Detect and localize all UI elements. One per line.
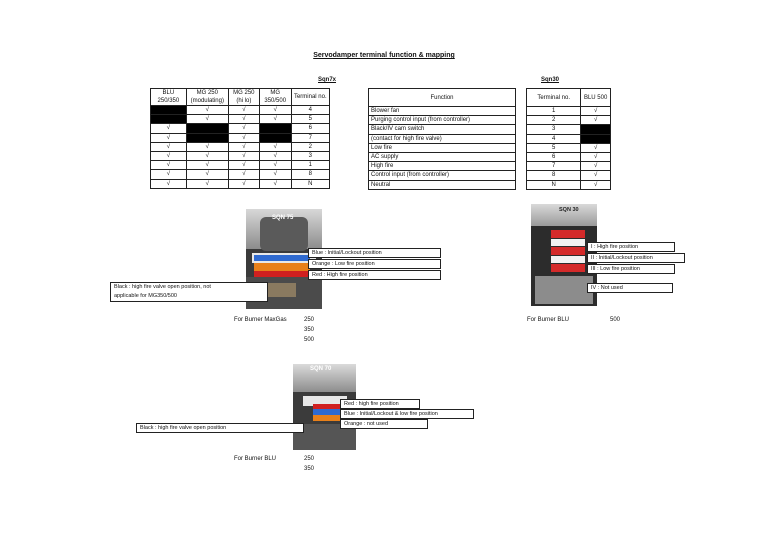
check-cell: √	[151, 142, 187, 151]
terminal-cell: N	[527, 180, 581, 189]
table-row	[151, 142, 330, 151]
table-row	[151, 151, 330, 160]
terminal-cell: 2	[291, 142, 329, 151]
check-cell: √	[259, 115, 291, 124]
table-row	[527, 107, 611, 116]
sqn70-burner-caption: For Burner BLU	[234, 456, 277, 462]
sqn70-label-orange: Orange : not used	[340, 419, 428, 429]
terminal-cell: 7	[527, 162, 581, 171]
col-header: MG 250 (modulating)	[186, 89, 228, 106]
check-cell	[151, 115, 187, 124]
sqn30-burner-caption: For Burner BLU	[527, 317, 570, 323]
check-cell: √	[186, 106, 228, 115]
table-row	[369, 162, 516, 171]
table-row	[151, 106, 330, 115]
sqn30-label-iv: IV : Not used	[587, 283, 673, 293]
terminal-cell: 5	[527, 143, 581, 152]
check-cell: √	[151, 161, 187, 170]
sqn75-burner-caption: For Burner MaxGas	[234, 317, 287, 323]
check-cell: √	[259, 151, 291, 160]
check-cell	[186, 133, 228, 142]
check-cell	[581, 125, 611, 134]
check-cell: √	[228, 161, 259, 170]
table-row	[151, 124, 330, 133]
function-cell: High fire	[369, 162, 516, 171]
check-cell: √	[151, 133, 187, 142]
terminal-cell: 7	[291, 133, 329, 142]
table-row	[151, 133, 330, 142]
sqn7x-heading: Sqn7x	[318, 77, 337, 83]
terminal-cell: 6	[527, 152, 581, 161]
terminal-cell: 1	[291, 161, 329, 170]
table-row	[151, 170, 330, 179]
sqn75-model: 500	[304, 337, 315, 343]
table-header-row	[151, 89, 330, 106]
terminal-cell: 3	[291, 151, 329, 160]
check-cell: √	[581, 107, 611, 116]
check-cell: √	[186, 142, 228, 151]
terminal-cell: 4	[291, 106, 329, 115]
check-cell: √	[581, 116, 611, 125]
table-row	[527, 152, 611, 161]
sqn70-label-red: Red : high fire position	[340, 399, 420, 409]
table-row	[527, 162, 611, 171]
page-title: Servodamper terminal function & mapping	[313, 52, 455, 59]
sqn70-model: 250	[304, 456, 315, 462]
check-cell: √	[228, 170, 259, 179]
sqn30-label: SQN 30	[559, 207, 579, 213]
check-cell: √	[186, 170, 228, 179]
check-cell: √	[186, 161, 228, 170]
sqn30-model: 500	[610, 317, 621, 323]
sqn30-label-ii: II : Initial/Lockout position	[587, 253, 685, 263]
function-cell: Blower fan	[369, 107, 516, 116]
table-row	[527, 125, 611, 134]
function-table	[368, 88, 516, 190]
table-row	[369, 171, 516, 180]
function-header: Function	[369, 89, 516, 107]
check-cell: √	[228, 151, 259, 160]
table-row	[369, 134, 516, 143]
table-row	[369, 125, 516, 134]
check-cell: √	[581, 180, 611, 189]
sqn70-label-blue: Blue : Initial/Lockout & low fire position	[340, 409, 474, 419]
check-cell: √	[228, 115, 259, 124]
sqn30-heading: Sqn30	[541, 77, 560, 83]
terminal-cell: 3	[527, 125, 581, 134]
check-cell: √	[581, 152, 611, 161]
function-cell: (contact for high fire valve)	[369, 134, 516, 143]
table-row	[151, 115, 330, 124]
check-cell: √	[151, 124, 187, 133]
table-row	[369, 143, 516, 152]
col-header: MG 350/500	[259, 89, 291, 106]
sqn75-model: 350	[304, 327, 315, 333]
table-row	[151, 179, 330, 188]
table-row	[369, 152, 516, 161]
check-cell: √	[259, 170, 291, 179]
check-cell	[259, 133, 291, 142]
check-cell: √	[259, 161, 291, 170]
sqn75-label: SQN 75	[272, 215, 294, 221]
function-cell: Neutral	[369, 180, 516, 189]
col-header: MG 250 (hi lo)	[228, 89, 259, 106]
check-cell: √	[228, 142, 259, 151]
sqn75-label-orange: Orange : Low fire position	[308, 259, 441, 269]
sqn30-label-iii: III : Low fire position	[587, 264, 675, 274]
sqn75-black-note: Black : high fire valve open position, not applicable for MG350/500	[110, 282, 268, 302]
col-header: BLU 250/350	[151, 89, 187, 106]
check-cell: √	[259, 106, 291, 115]
check-cell: √	[186, 179, 228, 188]
check-cell: √	[228, 124, 259, 133]
function-cell: AC supply	[369, 152, 516, 161]
check-cell: √	[186, 115, 228, 124]
check-cell	[151, 106, 187, 115]
check-cell	[581, 134, 611, 143]
table-row	[369, 180, 516, 189]
check-cell: √	[581, 162, 611, 171]
check-cell: √	[186, 151, 228, 160]
sqn70-model: 350	[304, 466, 315, 472]
table-row	[527, 143, 611, 152]
check-cell: √	[151, 179, 187, 188]
sqn30-table	[526, 88, 611, 190]
col-header: Terminal no.	[291, 89, 329, 106]
check-cell: √	[151, 170, 187, 179]
check-cell: √	[581, 171, 611, 180]
terminal-cell: 2	[527, 116, 581, 125]
terminal-cell: 1	[527, 107, 581, 116]
function-cell: Low fire	[369, 143, 516, 152]
col-header: BLU 500	[581, 89, 611, 107]
sqn75-model: 250	[304, 317, 315, 323]
table-row	[527, 134, 611, 143]
sqn70-black-note: Black : high fire valve open position	[136, 423, 304, 433]
check-cell: √	[228, 179, 259, 188]
check-cell: √	[259, 179, 291, 188]
terminal-cell: 4	[527, 134, 581, 143]
check-cell: √	[151, 151, 187, 160]
table-row	[527, 116, 611, 125]
table-row	[527, 180, 611, 189]
sqn30-label-i: I : High fire position	[587, 242, 675, 252]
check-cell	[186, 124, 228, 133]
table-row	[151, 161, 330, 170]
table-row	[527, 171, 611, 180]
function-cell: Control input (from controller)	[369, 171, 516, 180]
sqn75-label-red: Red : High fire position	[308, 270, 441, 280]
function-cell: Black/IV cam switch	[369, 125, 516, 134]
terminal-cell: N	[291, 179, 329, 188]
check-cell: √	[259, 142, 291, 151]
function-cell: Purging control input (from controller)	[369, 116, 516, 125]
check-cell: √	[581, 143, 611, 152]
sqn7x-table	[150, 88, 330, 189]
check-cell: √	[228, 106, 259, 115]
col-header: Terminal no.	[527, 89, 581, 107]
table-row	[369, 107, 516, 116]
sqn75-label-blue: Blue : Initial/Lockout position	[308, 248, 441, 258]
check-cell	[259, 124, 291, 133]
check-cell: √	[228, 133, 259, 142]
terminal-cell: 6	[291, 124, 329, 133]
terminal-cell: 5	[291, 115, 329, 124]
table-row	[369, 116, 516, 125]
terminal-cell: 8	[291, 170, 329, 179]
sqn70-label: SQN 70	[310, 366, 332, 372]
terminal-cell: 8	[527, 171, 581, 180]
